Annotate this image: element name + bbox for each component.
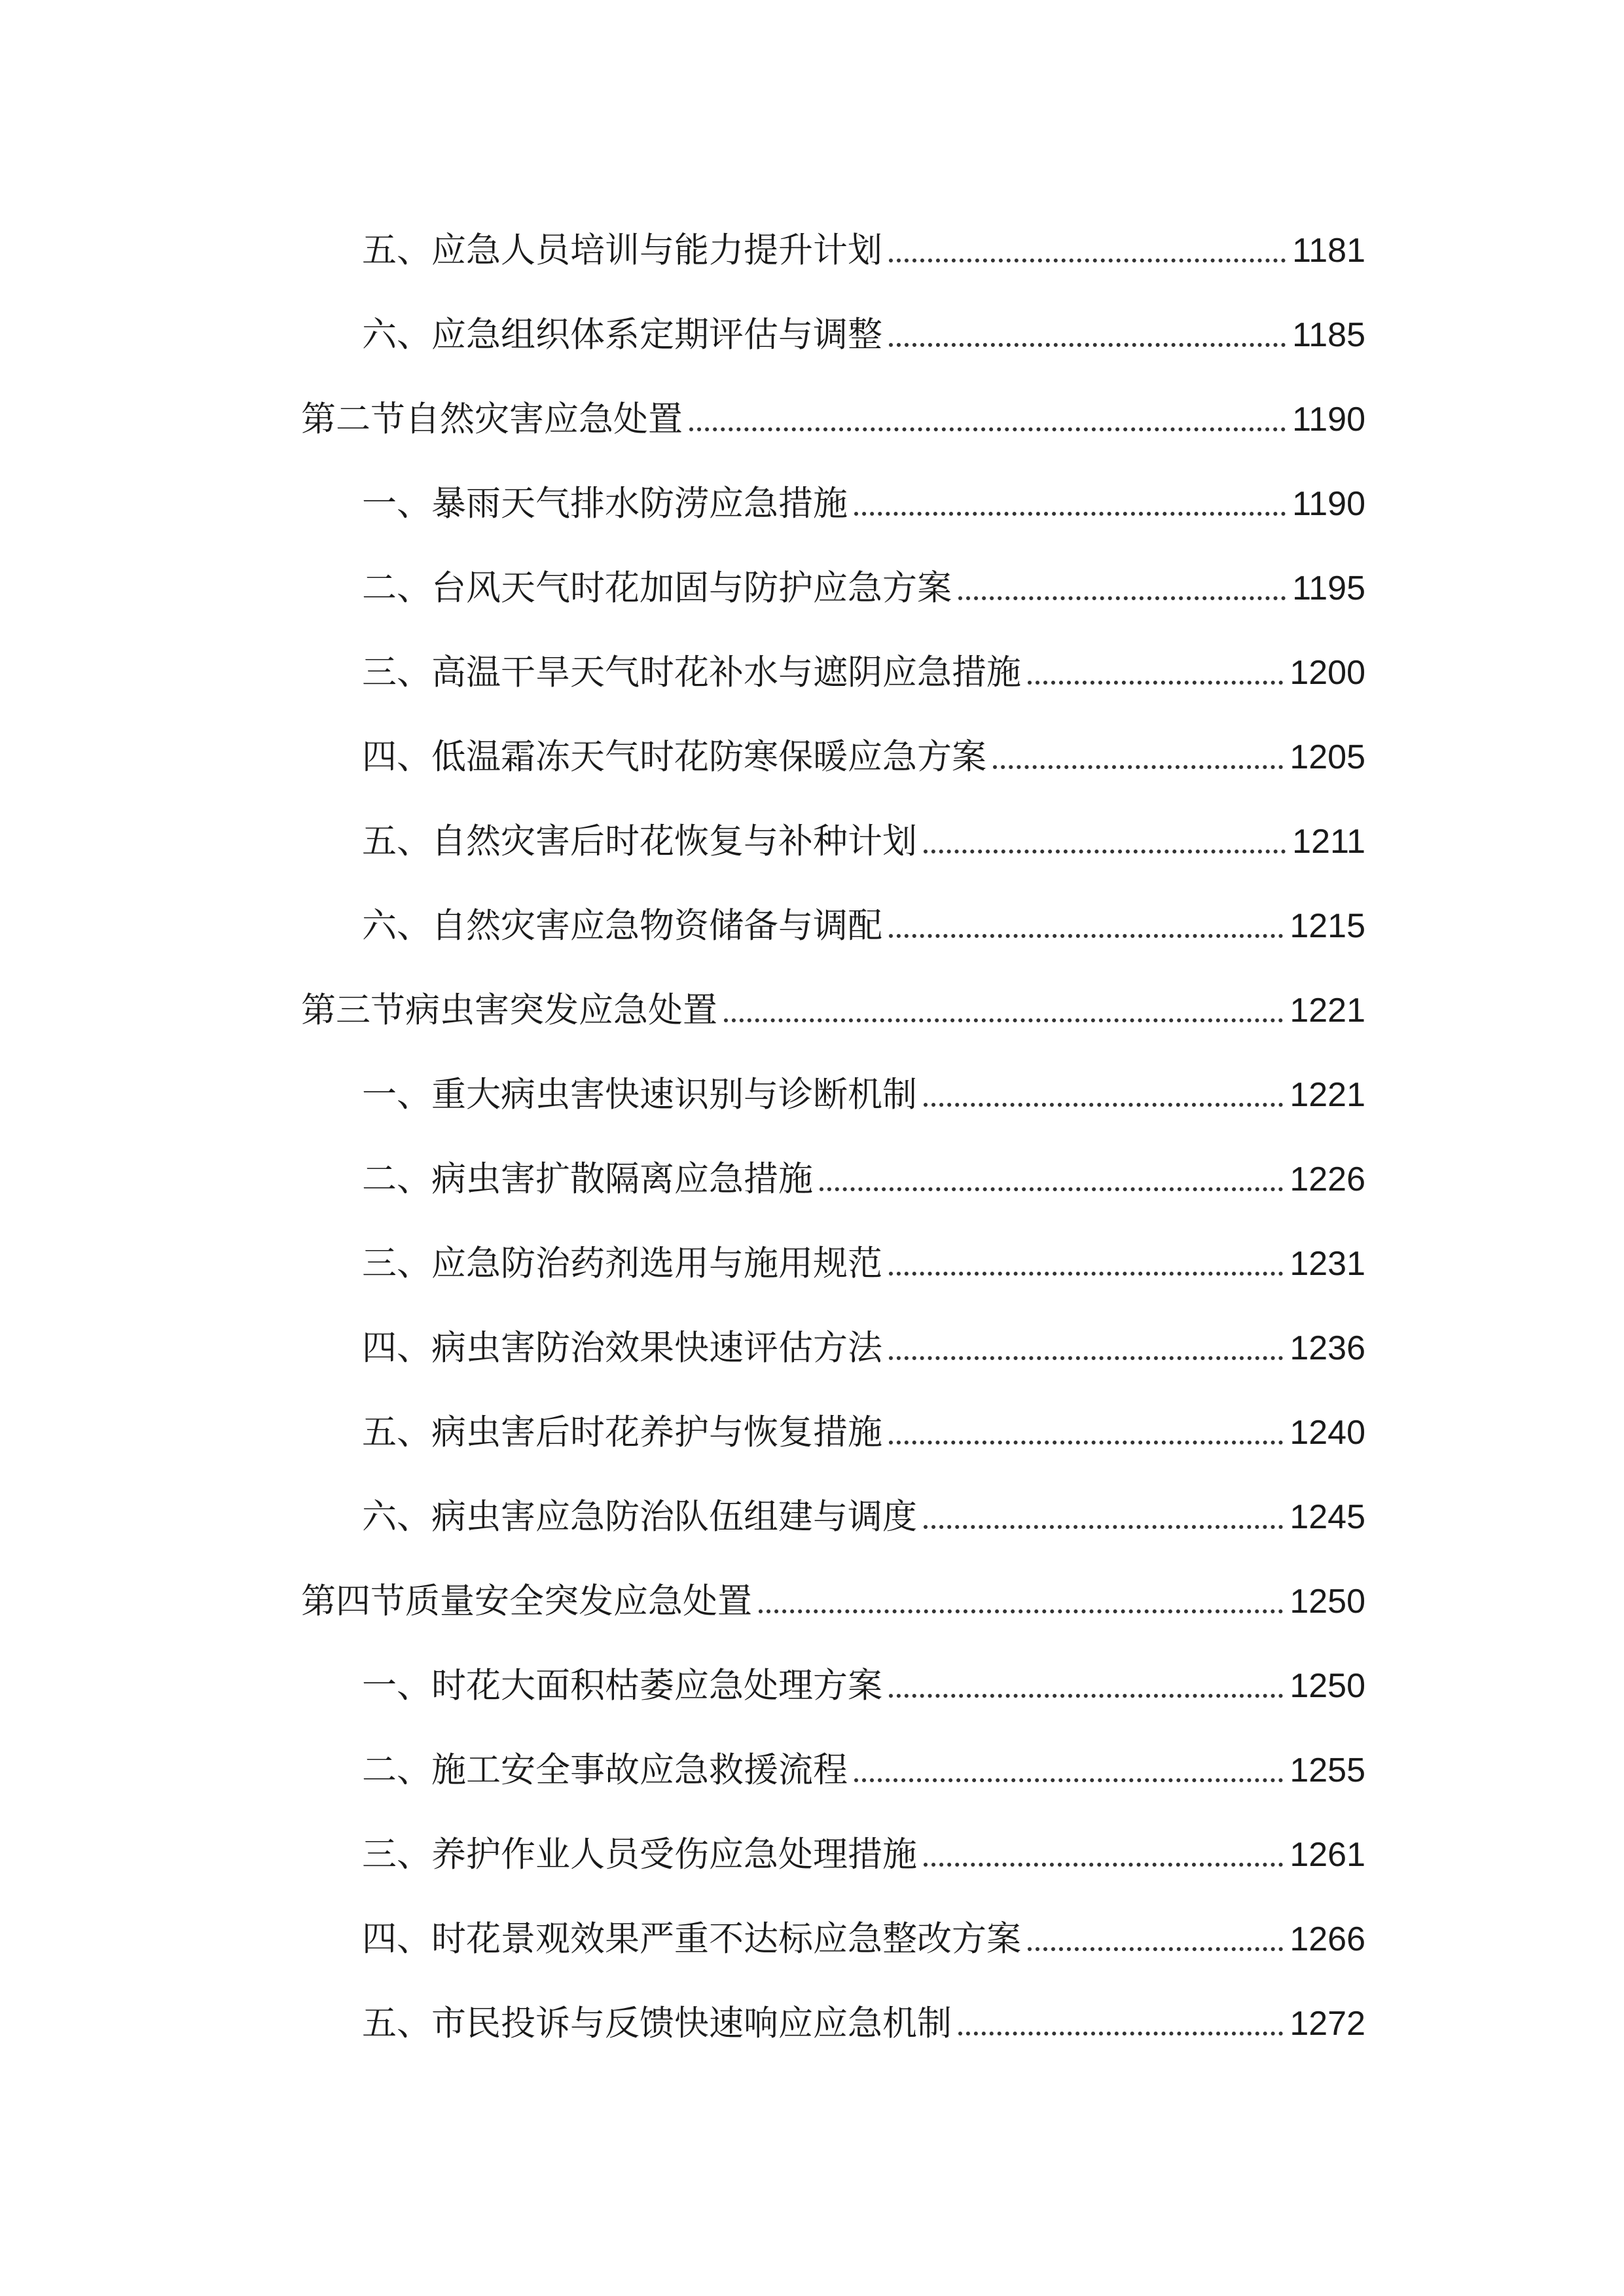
toc-entry[interactable] (301, 1125, 1365, 1210)
toc-entry-title: 一、时花大面积枯萎应急处理方案 (362, 1666, 882, 1706)
toc-entry-page: 1211 (1292, 823, 1365, 861)
toc-entry[interactable] (301, 281, 1365, 365)
toc-entry[interactable] (301, 450, 1365, 534)
dot-leader (889, 259, 1286, 262)
toc-entry[interactable] (301, 872, 1365, 956)
toc-entry-title: 五、应急人员培训与能力提升计划 (362, 230, 882, 270)
toc-entry[interactable] (301, 787, 1365, 872)
toc-entry-title: 四、时花景观效果严重不达标应急整改方案 (362, 1919, 1021, 1959)
dot-leader (889, 343, 1286, 347)
dot-leader (924, 1103, 1283, 1107)
toc-section-heading[interactable] (301, 1547, 1365, 1632)
dot-leader (854, 1778, 1283, 1782)
toc-entry-page: 1200 (1290, 654, 1365, 692)
dot-leader (724, 1018, 1283, 1022)
toc-entry[interactable] (301, 1463, 1365, 1547)
dot-leader (958, 596, 1286, 600)
dot-leader (889, 1272, 1283, 1276)
toc-entry-page: 1185 (1292, 316, 1365, 354)
table-of-contents (301, 196, 1365, 2054)
toc-entry-page: 1231 (1290, 1245, 1365, 1283)
dot-leader (924, 1863, 1283, 1867)
dot-leader (820, 1187, 1283, 1191)
toc-entry-page: 1250 (1290, 1667, 1365, 1705)
toc-entry-page: 1205 (1290, 738, 1365, 776)
dot-leader (889, 1441, 1283, 1444)
dot-leader (889, 1694, 1283, 1698)
toc-entry[interactable] (301, 1378, 1365, 1463)
toc-entry-page: 1245 (1290, 1498, 1365, 1536)
toc-entry-title: 一、暴雨天气排水防涝应急措施 (362, 484, 848, 524)
dot-leader (854, 512, 1286, 516)
toc-entry-title: 三、应急防治药剂选用与施用规范 (362, 1244, 882, 1283)
toc-entry[interactable] (301, 1294, 1365, 1378)
toc-entry[interactable] (301, 1632, 1365, 1716)
dot-leader (924, 850, 1286, 853)
toc-entry-title: 五、自然灾害后时花恢复与补种计划 (362, 821, 917, 861)
toc-entry[interactable] (301, 703, 1365, 787)
toc-section-heading[interactable] (301, 956, 1365, 1041)
toc-entry-page: 1236 (1290, 1329, 1365, 1367)
toc-entry-page: 1221 (1290, 992, 1365, 1030)
toc-entry-page: 1266 (1290, 1920, 1365, 1958)
dot-leader (759, 1609, 1283, 1613)
toc-entry[interactable] (301, 1801, 1365, 1885)
toc-entry-title: 六、应急组织体系定期评估与调整 (362, 315, 882, 355)
toc-entry-title: 二、台风天气时花加固与防护应急方案 (362, 568, 952, 608)
toc-entry[interactable] (301, 534, 1365, 619)
dot-leader (924, 1525, 1283, 1529)
toc-entry-page: 1190 (1292, 485, 1365, 523)
toc-entry-title: 六、自然灾害应急物资储备与调配 (362, 906, 882, 946)
toc-entry[interactable] (301, 196, 1365, 281)
dot-leader (1028, 1947, 1283, 1951)
toc-entry-title: 第四节质量安全突发应急处置 (301, 1581, 752, 1621)
toc-entry-page: 1221 (1290, 1076, 1365, 1114)
dot-leader (689, 427, 1286, 431)
toc-entry[interactable] (301, 1041, 1365, 1125)
toc-entry-title: 二、施工安全事故应急救援流程 (362, 1750, 848, 1790)
toc-entry[interactable] (301, 619, 1365, 703)
toc-entry-page: 1195 (1292, 569, 1365, 607)
dot-leader (958, 2032, 1283, 2036)
toc-entry-page: 1240 (1290, 1414, 1365, 1452)
toc-entry-title: 五、市民投诉与反馈快速响应应急机制 (362, 2003, 952, 2043)
dot-leader (889, 1356, 1283, 1360)
toc-section-heading[interactable] (301, 365, 1365, 450)
toc-entry-title: 第三节病虫害突发应急处置 (301, 990, 717, 1030)
toc-entry[interactable] (301, 1716, 1365, 1801)
toc-entry-page: 1190 (1292, 401, 1365, 439)
toc-entry[interactable] (301, 1210, 1365, 1294)
dot-leader (889, 934, 1283, 938)
toc-entry-title: 第二节自然灾害应急处置 (301, 399, 683, 439)
toc-entry-title: 二、病虫害扩散隔离应急措施 (362, 1159, 813, 1199)
toc-entry-title: 六、病虫害应急防治队伍组建与调度 (362, 1497, 917, 1537)
toc-entry-page: 1226 (1290, 1160, 1365, 1198)
toc-entry-title: 四、低温霜冻天气时花防寒保暖应急方案 (362, 737, 986, 777)
toc-entry-title: 五、病虫害后时花养护与恢复措施 (362, 1412, 882, 1452)
toc-entry-title: 三、高温干旱天气时花补水与遮阴应急措施 (362, 653, 1021, 692)
dot-leader (1028, 681, 1283, 685)
toc-entry-page: 1272 (1290, 2005, 1365, 2043)
toc-entry[interactable] (301, 1885, 1365, 1969)
toc-entry-page: 1215 (1290, 907, 1365, 945)
toc-entry[interactable] (301, 1969, 1365, 2054)
toc-entry-page: 1250 (1290, 1583, 1365, 1621)
toc-entry-page: 1261 (1290, 1836, 1365, 1874)
toc-entry-page: 1181 (1292, 232, 1365, 270)
toc-entry-title: 三、养护作业人员受伤应急处理措施 (362, 1835, 917, 1874)
toc-entry-page: 1255 (1290, 1751, 1365, 1789)
toc-entry-title: 四、病虫害防治效果快速评估方法 (362, 1328, 882, 1368)
toc-entry-title: 一、重大病虫害快速识别与诊断机制 (362, 1075, 917, 1115)
dot-leader (993, 765, 1283, 769)
